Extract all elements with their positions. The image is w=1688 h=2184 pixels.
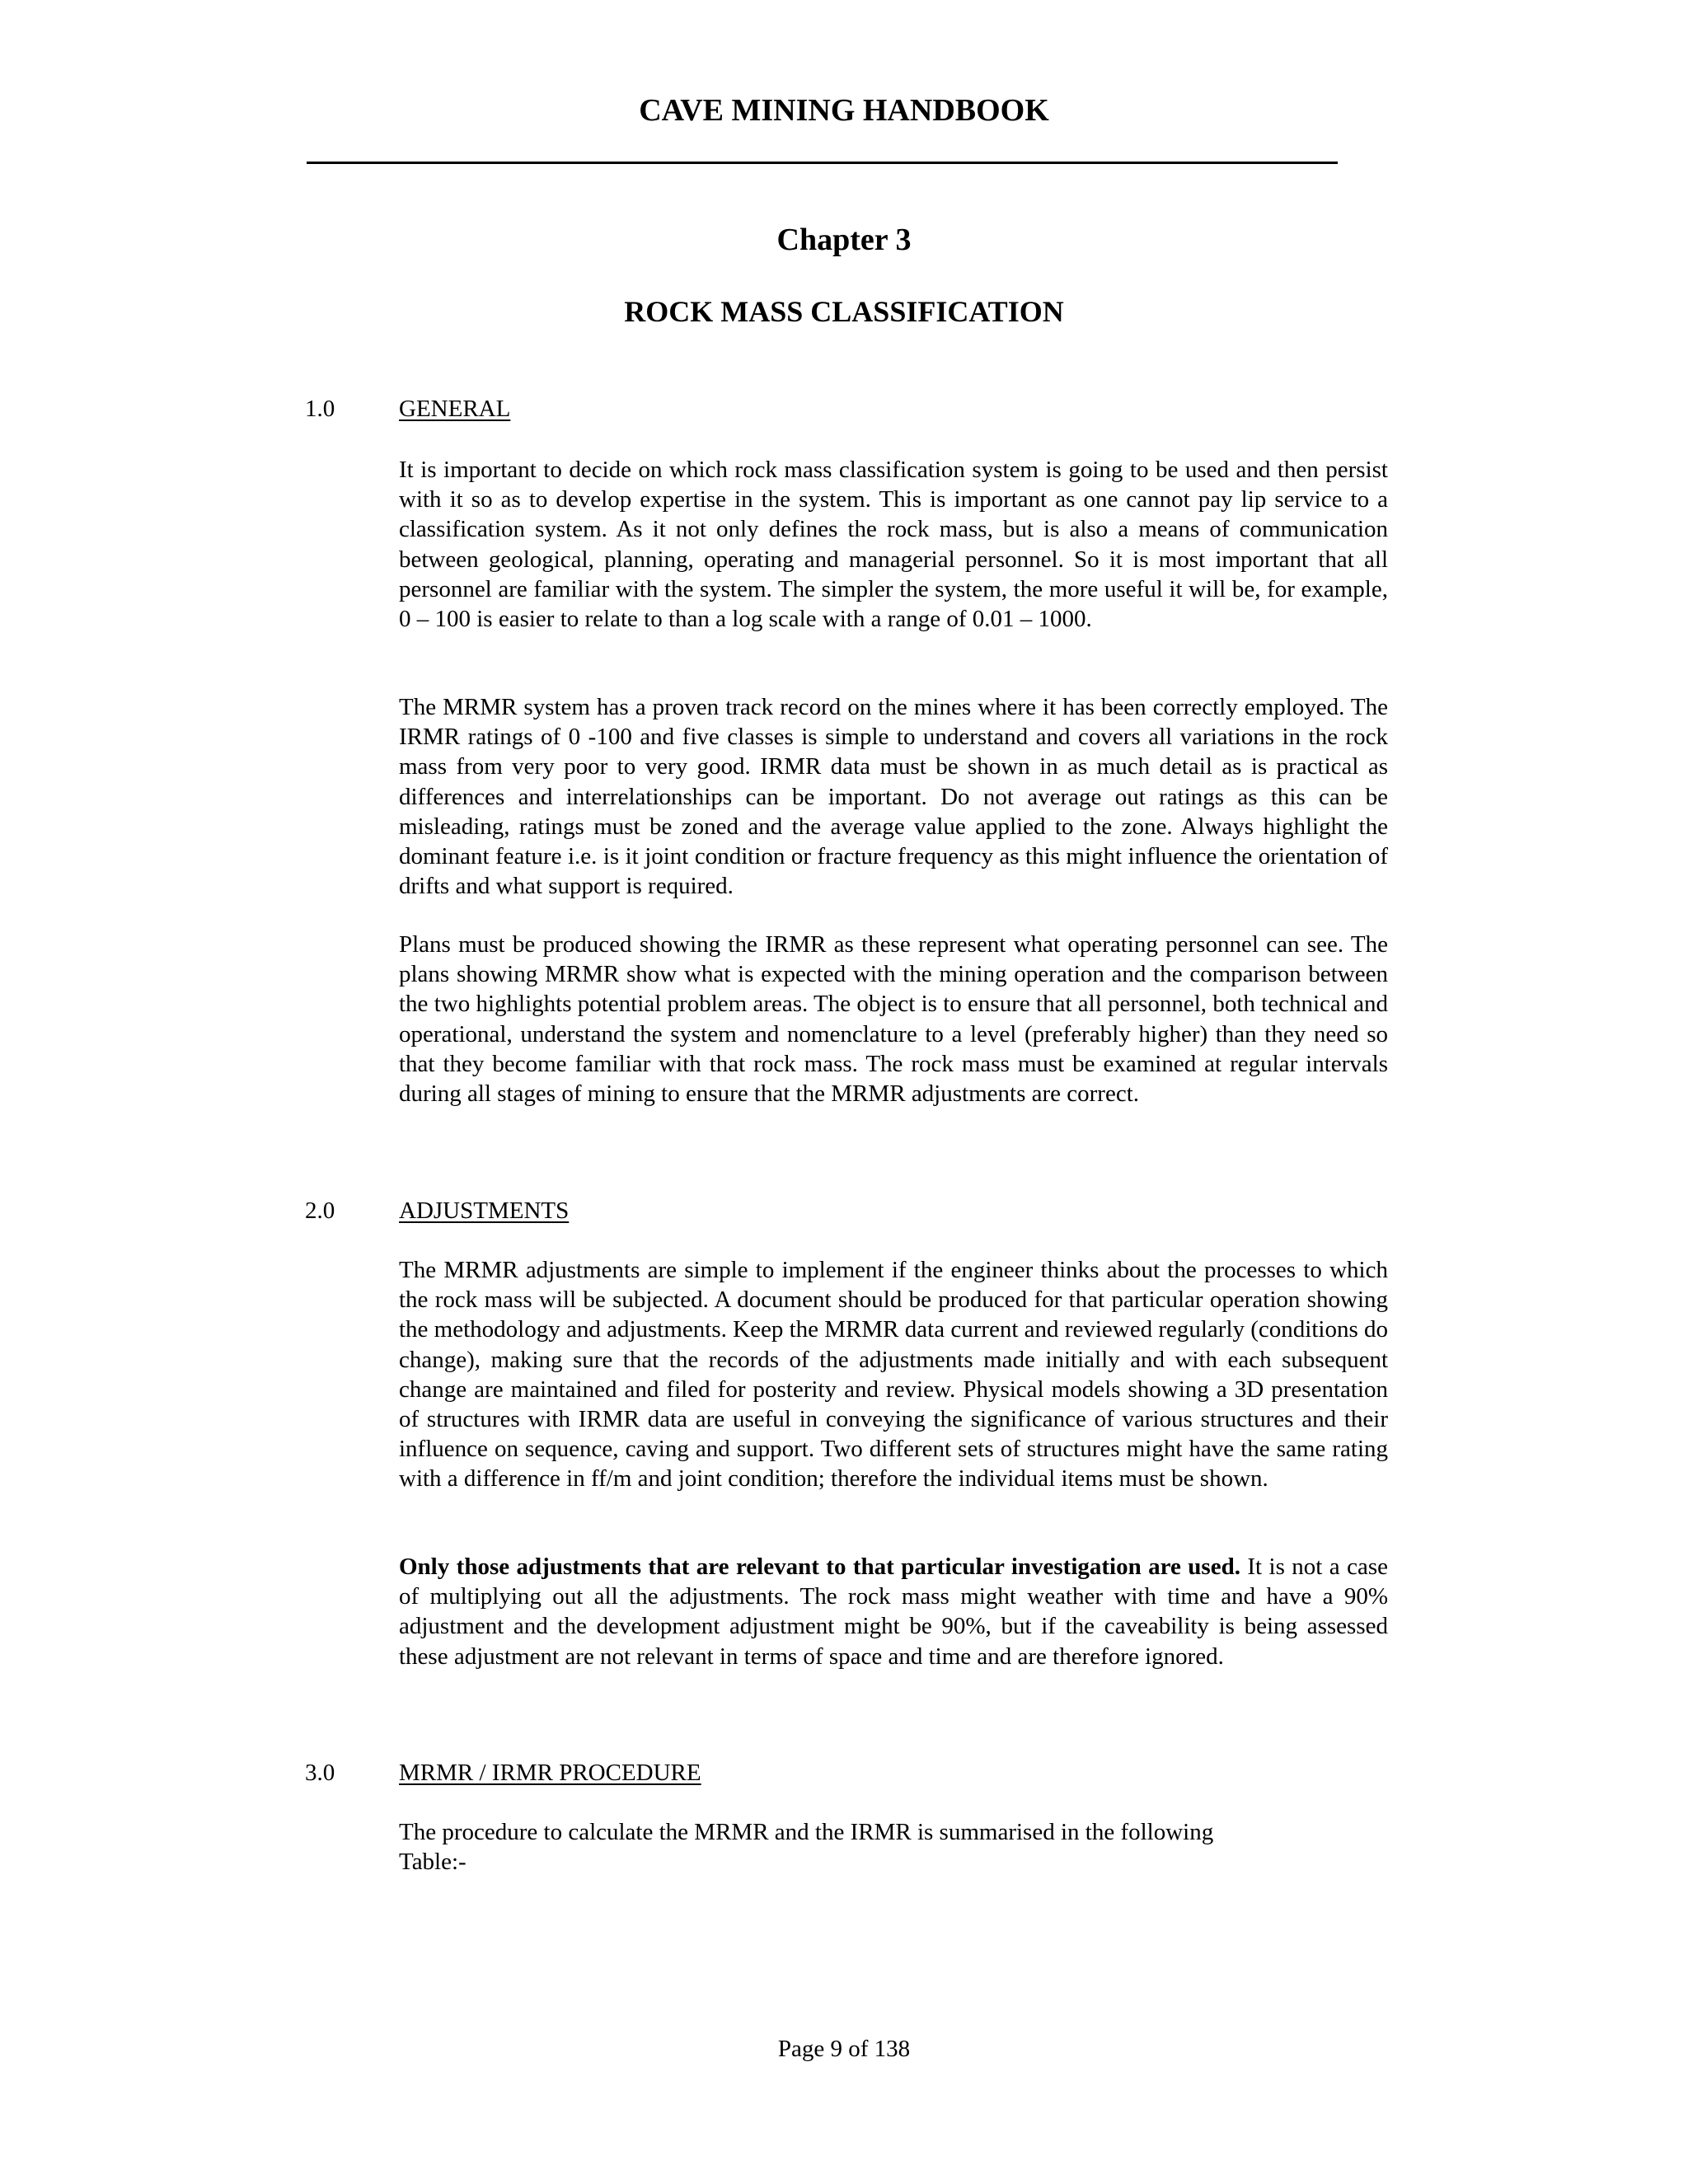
chapter-number: Chapter 3 xyxy=(776,223,912,257)
section-number: 1.0 xyxy=(305,396,335,422)
section-number: 3.0 xyxy=(305,1760,335,1786)
section-heading: ADJUSTMENTS xyxy=(399,1197,570,1224)
page-number: Page 9 of 138 xyxy=(777,2036,911,2062)
section-number: 2.0 xyxy=(305,1197,335,1224)
header-rule xyxy=(307,162,1338,164)
paragraph-text: It is not a case of multiplying out all the adjustments. The rock mass might weather with time and have a 90% adjustment and the development adjustment might be 90%, but if the caveability is being assessed these adjustment are not relevant in terms of space and time and are therefore ignored. xyxy=(399,1554,1388,1670)
paragraph: Plans must be produced showing the IRMR as these represent what operating personnel can see. The plans showing MRMR show what is expected with the mining operation and the comparison between the two highlights potential problem areas. The object is to ensure that all personnel, both technical and operational, understand the system and nomenclature to a level (preferably higher) than they need so that they become familiar with that rock mass. The rock mass must be examined at regular intervals during all stages of mining to ensure that the MRMR adjustments are correct. xyxy=(399,931,1388,1108)
chapter-title: ROCK MASS CLASSIFICATION xyxy=(624,295,1064,328)
emphasis-text: Only those adjustments that are relevant to that particular investigation are used. xyxy=(399,1554,1240,1580)
paragraph: It is important to decide on which rock mass classification system is going to be used and then persist with it so as to develop expertise in the system. This is important as one cannot pay lip service to a classification system. As it not only defines the rock mass, but is also a means of communication between geological, planning, operating and managerial personnel. So it is most important that all personnel are familiar with the system. The simpler the system, the more useful it will be, for example, 0 – 100 is easier to relate to than a log scale with a range of 0.01 – 1000. xyxy=(399,457,1388,633)
section-heading: MRMR / IRMR PROCEDURE xyxy=(399,1760,701,1786)
paragraph: The procedure to calculate the MRMR and the IRMR is summarised in the following Table:- xyxy=(399,1819,1214,1876)
paragraph: The MRMR system has a proven track record on the mines where it has been correctly employed. The IRMR ratings of 0 -100 and five classes is simple to understand and covers all variations in the rock mass from very poor to very good. IRMR data must be shown in as much detail as is practical as differences and interrelationships can be important. Do not average out ratings as this can be misleading, ratings must be zoned and the average value applied to the zone. Always highlight the dominant feature i.e. is it joint condition or fracture frequency as this might influence the orientation of drifts and what support is required. xyxy=(399,694,1388,900)
section-heading: GENERAL xyxy=(399,396,511,422)
running-header: CAVE MINING HANDBOOK xyxy=(639,93,1049,128)
paragraph: The MRMR adjustments are simple to implement if the engineer thinks about the processes to which the rock mass will be subjected. A document should be produced for that particular operation showing the methodology and adjustments. Keep the MRMR data current and reviewed regularly (conditions do change), making sure that the records of the adjustments made initially and with each subsequent change are maintained and filed for posterity and review. Physical models showing a 3D presentation of structures with IRMR data are useful in conveying the significance of various structures and their influence on sequence, caving and support. Two different sets of structures might have the same rating with a difference in ff/m and joint condition; therefore the individual items must be shown. xyxy=(399,1257,1388,1493)
emphasis-paragraph xyxy=(399,1552,1388,1671)
